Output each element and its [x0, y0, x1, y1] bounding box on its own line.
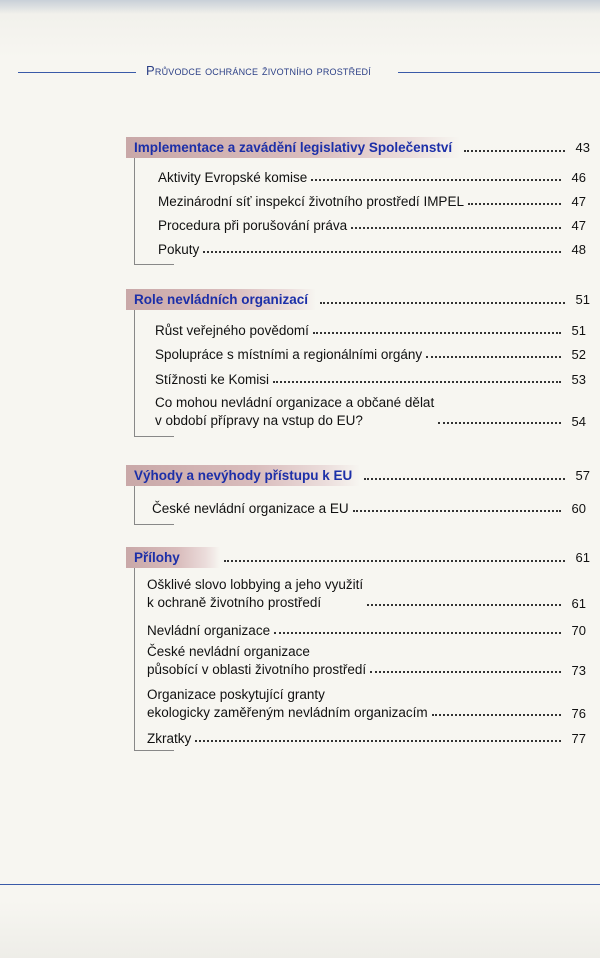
dot-leader	[203, 250, 561, 253]
toc-section-prilohy[interactable]	[126, 546, 590, 568]
dot-leader	[364, 477, 565, 480]
section-bracket	[134, 310, 135, 436]
section-bracket	[134, 486, 135, 524]
running-head	[0, 62, 600, 82]
item-title-line2: působící v oblasti životního prostředí	[147, 662, 367, 677]
page-number: 61	[571, 596, 586, 611]
toc-section-implementace[interactable]	[126, 136, 590, 158]
item-title: Aktivity Evropské komise	[158, 169, 308, 185]
item-title: Růst veřejného povědomí	[155, 322, 309, 338]
dot-leader	[273, 380, 561, 383]
toc-item[interactable]	[158, 167, 586, 187]
dot-leader	[195, 739, 561, 742]
page-number: 73	[571, 663, 586, 678]
running-head-rule-left	[18, 72, 136, 73]
toc-item[interactable]	[147, 684, 586, 722]
dot-leader	[468, 202, 561, 205]
section-title: Přílohy	[126, 547, 220, 568]
item-title-line2: k ochraně životního prostředí	[147, 595, 322, 610]
dot-leader	[432, 713, 561, 716]
page-number: 77	[571, 730, 586, 746]
page-number: 51	[571, 322, 586, 338]
toc-item[interactable]	[155, 344, 586, 364]
item-title: České nevládní organizace a EU	[152, 500, 349, 516]
section-bracket	[134, 568, 135, 750]
toc-item[interactable]	[158, 239, 586, 259]
toc-item[interactable]	[155, 392, 586, 430]
item-title: Procedura při porušování práva	[158, 217, 348, 233]
item-title: Zkratky	[147, 730, 192, 746]
item-title-line1: Organizace poskytující granty	[147, 687, 325, 702]
item-title-line1: Ošklivé slovo lobbying a jeho využití	[147, 577, 364, 592]
dot-leader	[320, 301, 565, 304]
dot-leader	[313, 331, 561, 334]
item-title-wrap	[147, 643, 366, 679]
section-bracket-foot	[134, 524, 174, 525]
section-title: Role nevládních organizací	[126, 289, 316, 310]
page-number: 52	[571, 346, 586, 362]
page-number: 43	[575, 139, 590, 155]
section-bracket-foot	[134, 750, 174, 751]
dot-leader	[353, 509, 561, 512]
dot-leader	[351, 226, 561, 229]
item-title: Spolupráce s místními a regionálními orgány	[155, 346, 423, 362]
page-number: 61	[575, 549, 590, 565]
item-title: Nevládní organizace	[147, 622, 271, 638]
page-number: 60	[571, 500, 586, 516]
page-number: 47	[571, 193, 586, 209]
dot-leader	[370, 670, 561, 673]
dot-leader	[438, 421, 561, 424]
toc-item[interactable]	[158, 191, 586, 211]
toc-item[interactable]	[155, 320, 586, 340]
toc-item[interactable]	[152, 498, 586, 518]
item-title: Pokuty	[158, 241, 200, 257]
dot-leader	[426, 355, 561, 358]
item-title-wrap	[147, 686, 428, 722]
page-number: 53	[571, 371, 586, 387]
page-edge-shadow	[0, 0, 600, 14]
footer-rule	[0, 884, 600, 885]
running-head-title: Průvodce ochránce životního prostředí	[146, 63, 371, 78]
section-bracket-foot	[134, 264, 174, 265]
item-title-line2: v období přípravy na vstup do EU?	[155, 413, 363, 428]
toc-item[interactable]	[147, 728, 586, 748]
dot-leader	[224, 559, 565, 562]
toc-item[interactable]	[147, 620, 586, 640]
toc-item[interactable]	[158, 215, 586, 235]
toc-item[interactable]	[147, 641, 586, 679]
toc-item[interactable]	[147, 574, 586, 612]
toc-item[interactable]	[155, 369, 586, 389]
dot-leader	[367, 603, 561, 606]
item-title: Mezinárodní síť inspekcí životního prostředí IMPEL	[158, 193, 464, 209]
page-number: 48	[571, 241, 586, 257]
page-number: 57	[575, 467, 590, 483]
page-number: 47	[571, 217, 586, 233]
item-title-line2: ekologicky zaměřeným nevládním organizacím	[147, 705, 428, 720]
section-bracket	[134, 158, 135, 264]
item-title-line1: České nevládní organizace	[147, 644, 310, 659]
toc-section-vyhody[interactable]	[126, 464, 590, 486]
section-title: Implementace a zavádění legislativy Společenství	[126, 137, 460, 158]
page-number: 46	[571, 169, 586, 185]
item-title-line1: Co mohou nevládní organizace a občané dělat	[155, 395, 435, 410]
page-number: 76	[571, 706, 586, 721]
item-title: Stížnosti ke Komisi	[155, 371, 270, 387]
page-number: 54	[571, 414, 586, 429]
dot-leader	[311, 178, 561, 181]
toc-section-role[interactable]	[126, 288, 590, 310]
dot-leader	[274, 631, 561, 634]
page-number: 70	[571, 622, 586, 638]
item-title-wrap	[147, 576, 363, 612]
running-head-rule-right	[398, 72, 600, 73]
item-title-wrap	[155, 394, 434, 430]
page-number: 51	[575, 291, 590, 307]
section-title: Výhody a nevýhody přístupu k EU	[126, 465, 360, 486]
section-bracket-foot	[134, 436, 174, 437]
dot-leader	[464, 149, 565, 152]
